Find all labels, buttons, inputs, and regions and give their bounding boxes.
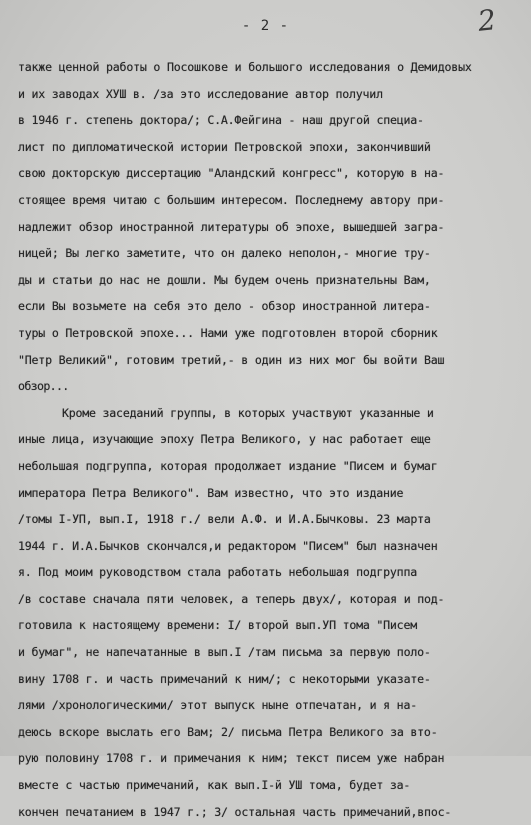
text-line: иные лица, изучающие эпоху Петра Великого, у нас работает еще bbox=[18, 432, 431, 447]
text-line: ницей; Вы легко заметите, что он далеко неполон,- многие тру- bbox=[18, 246, 431, 261]
letter-body bbox=[0, 54, 531, 825]
text-line: Кроме заседаний группы, в которых участвуют указанные и bbox=[62, 405, 434, 420]
text-line: также ценной работы о Посошкове и большого исследования о Демидовых bbox=[18, 60, 472, 74]
text-line: ды и статьи до нас не дошли. Мы будем очень признательны Вам, bbox=[18, 272, 431, 287]
text-line: стоящее время читаю с большим интересом. Последнему автору при- bbox=[18, 192, 445, 207]
text-line: готовила к настоящему времени: I/ второй вып.УП тома "Писем bbox=[18, 618, 417, 633]
text-line: в 1946 г. степень доктора/; С.А.Фейгина - наш другой специа- bbox=[18, 113, 424, 128]
text-line: туры о Петровской эпохе... Нами уже подготовлен второй сборник bbox=[18, 325, 438, 340]
text-line: я. Под моим руководством стала работать небольшая подгруппа bbox=[18, 565, 417, 580]
page-number: - 2 - bbox=[241, 18, 290, 34]
text-line: /в составе сначала пяти человек, а теперь двух/, которая и под- bbox=[18, 591, 445, 606]
text-line: рую половину 1708 г. и примечания к ним; текст писем уже набран bbox=[18, 751, 445, 766]
text-line: "Петр Великий", готовим третий,- в один из них мог бы войти Ваш bbox=[18, 352, 445, 367]
text-line: /томы I-УП, вып.I, 1918 г./ вели А.Ф. и И.А.Бычковы. 23 марта bbox=[18, 512, 431, 527]
text-line: лями /хронологическими/ этот выпуск ныне отпечатан, и я на- bbox=[18, 698, 417, 713]
text-line: если Вы возьмете на себя это дело - обзор иностранной литера- bbox=[18, 299, 431, 314]
text-line: вину 1708 г. и часть примечаний к ним/; с некоторыми указате- bbox=[18, 671, 431, 686]
text-line: 1944 г. И.А.Бычков скончался,и редактором "Писем" был назначен bbox=[18, 538, 438, 553]
handwritten-page-number: 2 bbox=[476, 3, 498, 38]
text-line: императора Петра Великого". Вам известно, что это издание bbox=[18, 485, 404, 500]
text-line: свою докторскую диссертацию "Аландский конгресс", которую в на- bbox=[18, 166, 445, 181]
text-line: вместе с частью примечаний, как вып.I-й УШ тома, будет за- bbox=[18, 778, 411, 793]
text-line: и их заводах ХУШ в. /за это исследование автор получил bbox=[18, 86, 383, 101]
text-line: деюсь вскоре выслать его Вам; 2/ письма Петра Великого за вто- bbox=[18, 724, 438, 739]
text-line: лист по дипломатической истории Петровской эпохи, закончивший bbox=[18, 139, 431, 154]
text-line: небольшая подгруппа, которая продолжает издание "Писем и бумаг bbox=[18, 458, 438, 473]
text-line: кончен печатанием в 1947 г.; 3/ остальная часть примечаний,впос- bbox=[18, 804, 452, 819]
text-line: и бумаг", не напечатанные в вып.I /там письма за первую поло- bbox=[18, 645, 431, 660]
text-line: обзор... bbox=[18, 379, 69, 394]
text-line: надлежит обзор иностранной литературы об эпохе, вышедшей загра- bbox=[18, 219, 445, 234]
